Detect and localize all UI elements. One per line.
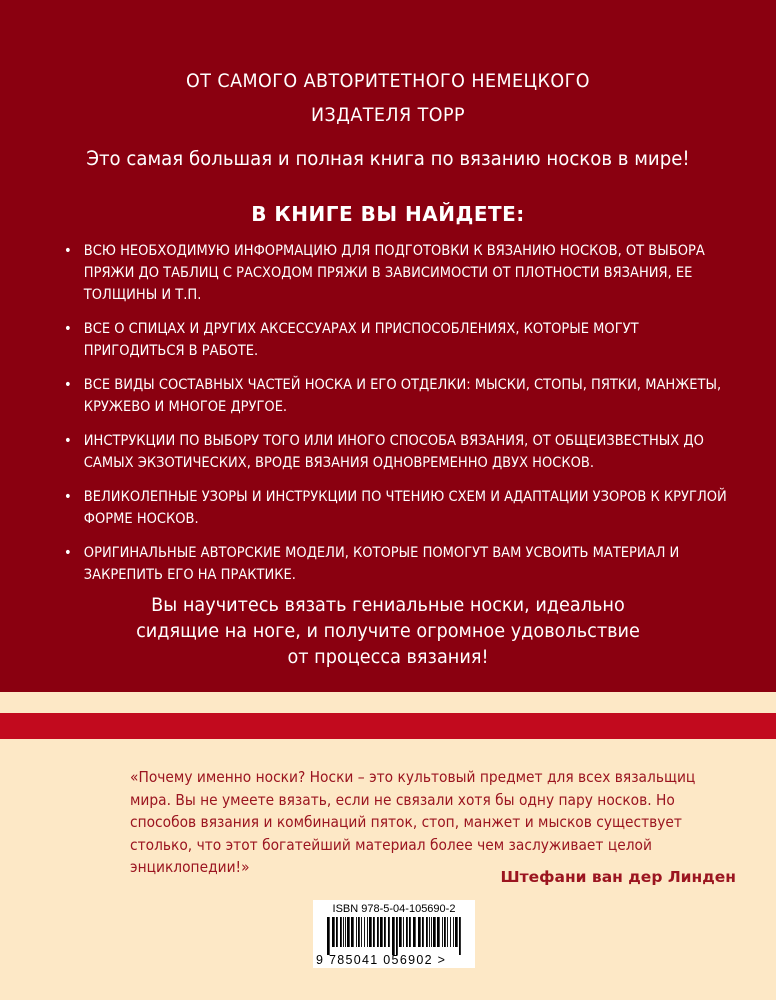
barcode-bar xyxy=(373,917,375,947)
section-heading: В КНИГЕ ВЫ НАЙДЕТЕ: xyxy=(251,202,525,226)
barcode-bar xyxy=(426,917,428,947)
barcode-bar xyxy=(406,917,408,947)
barcode-bar xyxy=(340,917,342,947)
barcode-bars xyxy=(327,917,463,955)
lead-text: Это самая большая и полная книга по вязанию носков в мире! xyxy=(86,147,690,170)
list-item: • ВСЮ НЕОБХОДИМУЮ ИНФОРМАЦИЮ ДЛЯ ПОДГОТОВКИ К ВЯЗАНИЮ НОСКОВ, ОТ ВЫБОРА ПРЯЖИ ДО ТАБЛИЦ С РАСХОДОМ ПРЯЖИ В ЗАВИСИМОСТИ ОТ ПЛОТНОСТИ ВЯЗАНИЯ, ЕЕ ТОЛЩИНЫ И Т.П. xyxy=(64,240,730,306)
barcode-bar xyxy=(459,917,461,955)
barcode-bar xyxy=(413,917,416,947)
barcode-bar xyxy=(369,917,372,947)
barcode-digits: 9 785041 056902 > xyxy=(316,953,447,967)
barcode-bar xyxy=(409,917,411,947)
isbn-barcode xyxy=(313,900,475,968)
barcode-bar xyxy=(364,917,365,947)
barcode-bar xyxy=(447,917,448,947)
publisher-line xyxy=(31,64,745,132)
barcode-bar xyxy=(433,917,436,947)
barcode-bar xyxy=(356,917,357,947)
barcode-bar xyxy=(392,917,395,955)
barcode-bar xyxy=(361,917,362,947)
barcode-bar xyxy=(450,917,451,947)
publisher-line-1: ОТ САМОГО АВТОРИТЕТНОГО НЕМЕЦКОГО xyxy=(186,70,590,92)
quote-author: Штефани ван дер Линден xyxy=(500,868,736,886)
barcode-bar xyxy=(336,917,338,947)
barcode-bar xyxy=(396,917,398,955)
barcode-bar xyxy=(453,917,454,947)
barcode-bar xyxy=(388,917,390,947)
barcode-bar xyxy=(351,917,354,947)
list-item: • ВЕЛИКОЛЕПНЫЕ УЗОРЫ И ИНСТРУКЦИИ ПО ЧТЕНИЮ СХЕМ И АДАПТАЦИИ УЗОРОВ К КРУГЛОЙ ФОРМЕ НОСКОВ. xyxy=(64,486,730,530)
publisher-line-2: ИЗДАТЕЛЯ TOPP xyxy=(311,104,465,126)
barcode-bar xyxy=(442,917,443,947)
quote: «Почему именно носки? Носки – это культовый предмет для всех вязальщиц мира. Вы не умеете вязать, если не связали хотя бы одну пару носков. Но способов вязания и комбинаций пяток, стоп, манжет и мысков существует столько, что этот богатейший материал более чем заслуживает целой энциклопедии!» xyxy=(130,768,696,876)
barcode-bar xyxy=(399,917,402,947)
list-item: • ВСЕ ВИДЫ СОСТАВНЫХ ЧАСТЕЙ НОСКА И ЕГО ОТДЕЛКИ: МЫСКИ, СТОПЫ, ПЯТКИ, МАНЖЕТЫ, КРУЖЕВО И МНОГОЕ ДРУГОЕ. xyxy=(64,374,730,418)
barcode-bar xyxy=(418,917,421,947)
barcode-bar xyxy=(403,917,404,947)
barcode-bar xyxy=(384,917,386,947)
barcode-bar xyxy=(380,917,383,947)
barcode-bar xyxy=(347,917,350,947)
barcode-bar xyxy=(431,917,432,947)
list-item: • ИНСТРУКЦИИ ПО ВЫБОРУ ТОГО ИЛИ ИНОГО СПОСОБА ВЯЗАНИЯ, ОТ ОБЩЕИЗВЕСТНЫХ ДО САМЫХ ЭКЗОТИЧЕСКИХ, ВРОДЕ ВЯЗАНИЯ ОДНОВРЕМЕННО ДВУХ НОСКОВ. xyxy=(64,430,730,474)
barcode-bar xyxy=(327,917,330,955)
barcode-bar xyxy=(343,917,344,947)
barcode-bar xyxy=(377,917,379,947)
barcode-bar xyxy=(444,917,446,947)
feature-list xyxy=(64,240,744,598)
outro-text-body: Вы научитесь вязать гениальные носки, идеально сидящие на ноге, и получите огромное удовольствие от процесса вязания! xyxy=(136,594,640,668)
barcode-bar xyxy=(345,917,346,947)
barcode-bar xyxy=(429,917,430,947)
decorative-stripe xyxy=(0,713,776,739)
list-item: • ОРИГИНАЛЬНЫЕ АВТОРСКИЕ МОДЕЛИ, КОТОРЫЕ ПОМОГУТ ВАМ УСВОИТЬ МАТЕРИАЛ И ЗАКРЕПИТЬ ЕГО НА ПРАКТИКЕ. xyxy=(64,542,730,586)
barcode-bar xyxy=(455,917,458,947)
barcode-bar xyxy=(367,917,368,947)
barcode-bar xyxy=(422,917,424,947)
barcode-bar xyxy=(332,917,335,947)
outro-text xyxy=(27,592,749,670)
list-item: • ВСЕ О СПИЦАХ И ДРУГИХ АКСЕССУАРАХ И ПРИСПОСОБЛЕНИЯХ, КОТОРЫЕ МОГУТ ПРИГОДИТЬСЯ В РАБОТЕ. xyxy=(64,318,730,362)
barcode-bar xyxy=(437,917,440,947)
isbn-text: ISBN 978-5-04-105690-2 xyxy=(332,903,456,915)
barcode-bar xyxy=(358,917,360,947)
